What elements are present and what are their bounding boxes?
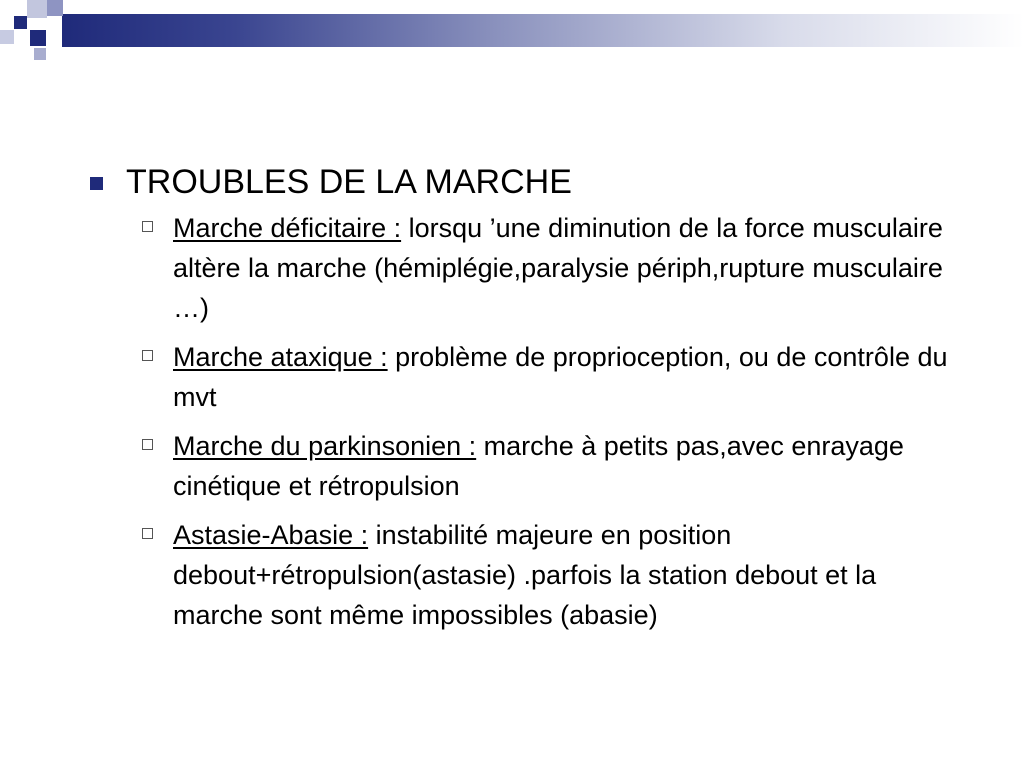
hollow-square-bullet-icon bbox=[142, 439, 153, 450]
main-bullet bbox=[88, 160, 968, 204]
decorative-square bbox=[14, 16, 27, 29]
decorative-square bbox=[0, 30, 14, 44]
item-term: Marche ataxique : bbox=[173, 342, 388, 372]
item-text: instabilité majeure en position debout+rétropulsion(astasie) .parfois la station debout et la marche sont même impossibles (abasie) bbox=[173, 520, 877, 630]
decorative-square bbox=[27, 0, 47, 18]
hollow-square-bullet-icon bbox=[142, 221, 153, 232]
header-gradient-band bbox=[62, 14, 1024, 47]
item-text: lorsqu ’une diminution de la force musculaire altère la marche (hémiplégie,paralysie périph,rupture musculaire …) bbox=[173, 213, 943, 323]
decorative-square bbox=[47, 0, 63, 16]
slide-content bbox=[88, 160, 968, 644]
sub-bullet-item bbox=[140, 426, 968, 506]
item-term: Marche déficitaire : bbox=[173, 213, 402, 243]
sub-bullet-item bbox=[140, 337, 968, 417]
item-term: Marche du parkinsonien : bbox=[173, 431, 477, 461]
square-bullet-icon bbox=[90, 177, 103, 190]
decorative-square bbox=[30, 30, 46, 46]
item-term: Astasie-Abasie : bbox=[173, 520, 369, 550]
sub-bullet-list bbox=[88, 208, 968, 635]
item-text: marche à petits pas,avec enrayage cinétique et rétropulsion bbox=[173, 431, 904, 501]
item-text: problème de proprioception, ou de contrôle du mvt bbox=[173, 342, 948, 412]
slide-heading: TROUBLES DE LA MARCHE bbox=[126, 163, 572, 201]
sub-bullet-item bbox=[140, 515, 968, 635]
decorative-square bbox=[34, 48, 46, 60]
hollow-square-bullet-icon bbox=[142, 350, 153, 361]
hollow-square-bullet-icon bbox=[142, 528, 153, 539]
sub-bullet-item bbox=[140, 208, 968, 328]
